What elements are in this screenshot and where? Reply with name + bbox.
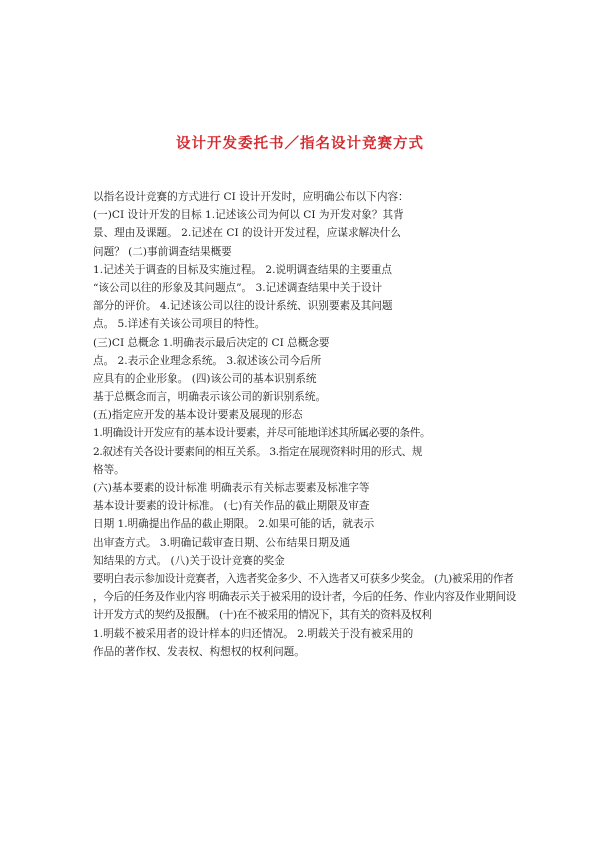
body-line: 景、理由及课题。 2.记述在 CI 的设计开发过程，应谋求解决什么 — [93, 227, 401, 240]
body-line: 2.叙述有关各设计要素间的相互关系。 3.指定在展现资料时用的形式、规 — [93, 445, 423, 458]
body-line: 要明白表示参加设计竞赛者，入选者奖金多少、不入选者又可获多少奖金。 (九)被采用的作者 — [93, 572, 514, 585]
document-body — [93, 188, 563, 661]
body-line: (一)CI 设计开发的目标 1.记述该公司为何以 CI 为开发对象？其背 — [93, 209, 404, 222]
body-line: 部分的评价。 4.记述该公司以往的设计系统、识别要素及其问题 — [93, 300, 393, 313]
body-line: 基本设计要素的设计标准。 (七)有关作品的截止期限及审查 — [93, 500, 370, 513]
body-line: (三)CI 总概念 1.明确表示最后决定的 CI 总概念要 — [93, 336, 330, 349]
body-line: 1.明确设计开发应有的基本设计要素，并尽可能地详述其所属必要的条件。 — [93, 427, 431, 440]
body-line: “该公司以往的形象及其问题点”。 3.记述调查结果中关于设计 — [93, 281, 383, 294]
body-line: 点。 2.表示企业理念系统。 3.叙述该公司今后所 — [93, 354, 322, 367]
body-line: (五)指定应开发的基本设计要素及展现的形态 — [93, 409, 303, 422]
body-line: 计开发方式的契约及报酬。 (十)在不被采用的情况下，其有关的资料及权利 — [93, 609, 432, 622]
body-line: 日期 1.明确提出作品的截止期限。 2.如果可能的话，就表示 — [93, 518, 375, 531]
body-line: 出审查方式。 3.明确记载审查日期、公布结果日期及通 — [93, 536, 351, 549]
body-line: 问题？ (二)事前调查结果概要 — [93, 245, 232, 258]
body-line: 知结果的方式。 (八)关于设计竞赛的奖金 — [93, 554, 285, 567]
body-line: (六)基本要素的设计标准 明确表示有关标志要素及标准字等 — [93, 482, 370, 494]
body-line: 1.明载不被采用者的设计样本的归还情况。 2.明载关于没有被采用的 — [93, 627, 414, 640]
body-line: 点。 5.详述有关该公司项目的特性。 — [93, 318, 266, 331]
body-line: 1.记述关于调查的目标及实施过程。 2.说明调查结果的主要重点 — [93, 263, 393, 276]
body-line: 作品的著作权、发表权、构想权的权利问题。 — [93, 645, 305, 658]
body-line: ，今后的任务及作业内容 明确表示关于被采用的设计者，今后的任务、作业内容及作业期间设 — [93, 591, 517, 604]
body-line: 基于总概念而言，明确表示该公司的新识别系统。 — [93, 391, 327, 404]
body-line: 应具有的企业形象。 (四)该公司的基本识别系统 — [93, 372, 317, 385]
body-line: 格等。 — [93, 463, 125, 476]
body-line: 以指名设计竞赛的方式进行 CI 设计开发时，应明确公布以下内容： — [93, 191, 409, 203]
document-title: 设计开发委托书／指名设计竞赛方式 — [176, 136, 424, 152]
